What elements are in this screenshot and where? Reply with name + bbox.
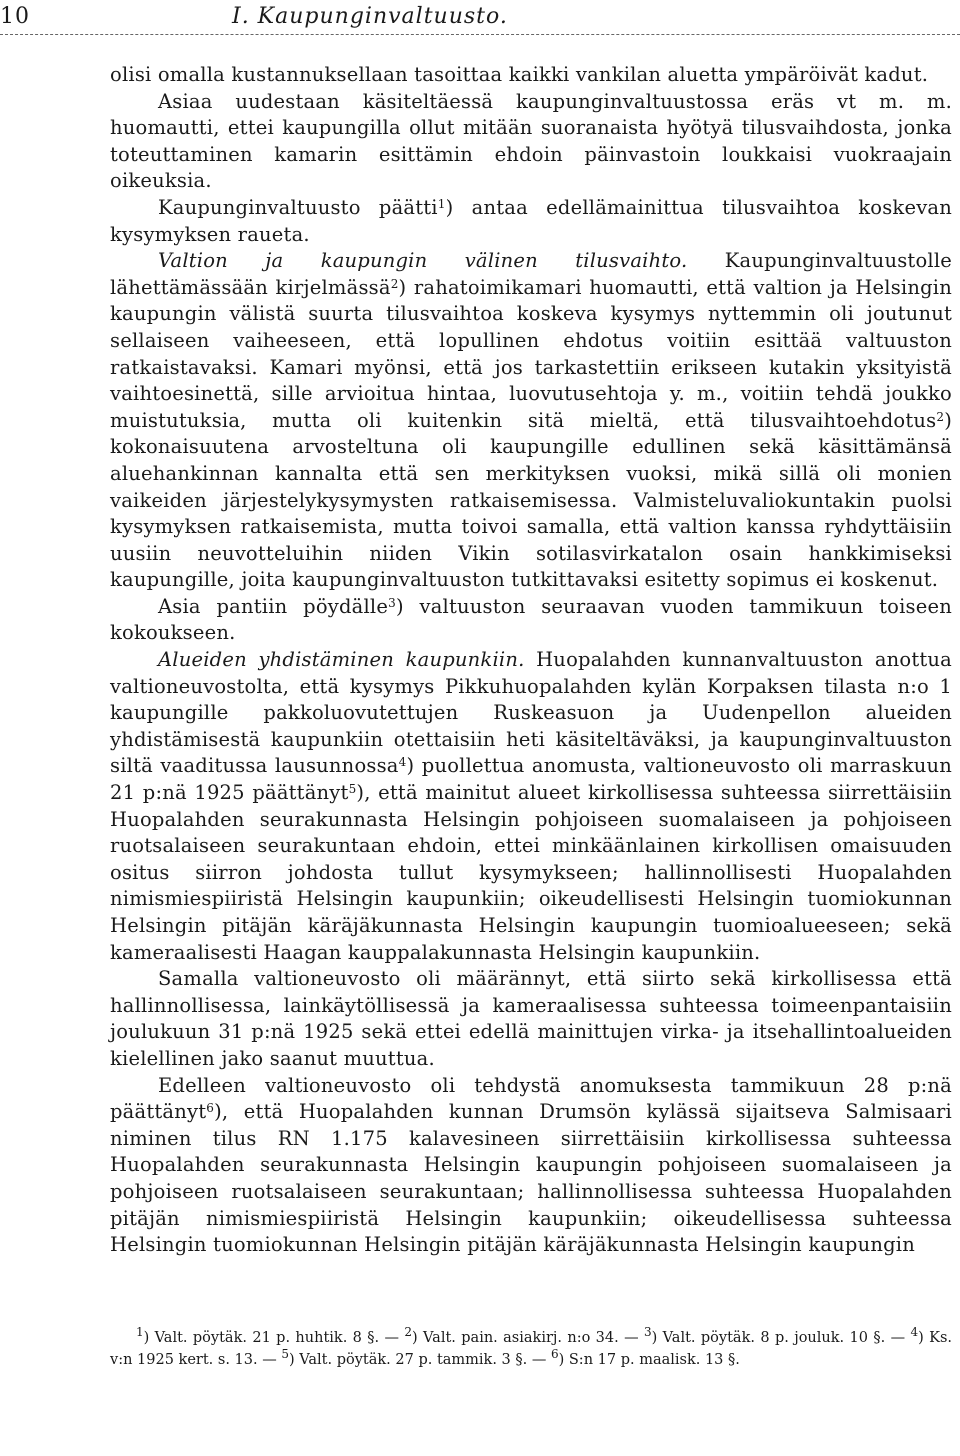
- footnote-mark: 2: [404, 1325, 413, 1339]
- footnote-ref: 5: [348, 782, 357, 797]
- footnote-ref: 6: [206, 1101, 215, 1116]
- footnotes: [110, 1327, 952, 1372]
- paragraph: Alueiden yhdistäminen kaupunkiin. Huopalahden kunnanvaltuuston anottua valtioneuvostolta, että kysymys Pikkuhuopalahden kylän Korpaksen tilasta n:o 1 kaupungille pakkoluovutettujen Ruskeasuon ja Uudenpellon alueiden yhdistämisestä kaupunkiin otettaisiin heti käsiteltäväksi, ja kaupunginvaltuuston siltä vaaditussa lausunnossa$^4$) puollettua anomusta, valtioneuvosto oli marraskuun 21 p:nä 1925 päättänyt$^5$), että mainitut alueet kirkollisessa suhteessa siirrettäisiin Huopalahden seurakunnasta Helsingin pohjoiseen suomalaiseen ja pohjoiseen ruotsalaiseen seurakuntaan ehdoin, ettei minkäänlainen kirkollisen omaisuuden ositus siirron johdosta tullut kysymykseen; hallinnollisesti Huopalahden nimismiespiiristä Helsingin kaupunkiin; oikeudellisesti Helsingin tuomiokunnan Helsingin pitäjän käräjäkunnasta Helsingin kaupungin tuomioalueeseen; sekä kameraalisesti Haagan kauppalakunnasta Helsingin kaupunkiin.: [110, 648, 952, 964]
- page-number: 10: [0, 4, 30, 29]
- footnote-mark: 1: [136, 1325, 144, 1339]
- footnote-block: $^1$) Valt. pöytäk. 21 p. huhtik. 8 §. — $^2$) Valt. pain. asiakirj. n:o 34. — $^3$) Valt. pöytäk. 8 p. jouluk. 10 §. — $^4$) Ks. v:n 1925 kert. s. 13. — $^5$) Valt. pöytäk. 27 p. tammik. 3 §. — $^6$) S:n 17 p. maalisk. 13 §.: [110, 1325, 952, 1369]
- footnote-mark: 5: [281, 1347, 289, 1362]
- page-header: [0, 0, 960, 40]
- section-heading: Alueiden yhdistäminen kaupunkiin.: [158, 648, 525, 672]
- paragraph: Asia pantiin pöydälle$^3$) valtuuston seuraavan vuoden tammikuun toiseen kokoukseen.: [110, 594, 952, 645]
- running-title: I. Kaupunginvaltuusto.: [232, 4, 508, 29]
- paragraph: Asiaa uudestaan käsiteltäessä kaupunginvaltuustossa eräs vt m. m. huomautti, ettei kaupungilla ollut mitään suoranaista hyötyä tilusvaihdosta, jonka toteuttaminen kamarin esittämin ehdoin päinvastoin loukkaisi vuokraajain oikeuksia.: [110, 89, 952, 193]
- paragraph: Samalla valtioneuvosto oli määrännyt, että siirto sekä kirkollisessa että hallinnollisessa, lainkäytöllisessä ja kameraalisessa suhteessa toimeenpantaisiin joulukuun 31 p:nä 1925 sekä ettei edellä mainittujen virka- ja itsehallintoalueiden kielellinen jako saanut muuttua.: [110, 967, 952, 1070]
- paragraph: Edelleen valtioneuvosto oli tehdystä anomuksesta tammikuun 28 p:nä päättänyt$^6$), että Huopalahden kunnan Drumsön kylässä sijaitseva Salmisaari niminen tilus RN 1.175 kalavesineen siirrettäisiin kirkollisessa suhteessa Huopalahden seurakunnasta Helsingin kaupungin pohjoiseen suomalaiseen ja pohjoiseen ruotsalaiseen seurakuntaan; hallinnollisessa suhteessa Huopalahden pitäjän nimismiespiiristä Helsingin kaupunkiin; oikeudellisessa suhteessa Helsingin tuomiokunnan Helsingin pitäjän käräjäkunnasta Helsingin kaupungin: [110, 1073, 952, 1257]
- paragraph: Valtion ja kaupungin välinen tilusvaihto. Kaupunginvaltuustolle lähettämässään kirjelmässä$^2$) rahatoimikamari huomautti, että valtion ja Helsingin kaupungin välistä suurta tilusvaihtoa koskeva kysymys nyttemmin oli joutunut sellaiseen vaiheeseen, että lopullinen ehdotus voitiin esittää valtuuston ratkaistavaksi. Kamari myönsi, että jos tarkastettiin erikseen kutakin yksityistä vaihtoesinettä, sille arvioitua hintaa, luovutusehtoja y. m., voitiin tehdä joukko muistutuksia, mutta oli kuitenkin sitä mieltä, että tilusvaihtoehdotus$^2$) kokonaisuutena arvosteltuna oli kaupungille edullinen sekä käsittämänsä aluehankinnan kannalta että sen merkityksen vuoksi, mikä sillä oli monien vaikeiden järjestelykysymysten ratkaisemisessa. Valmisteluvaliokuntakin puolsi kysymyksen ratkaisemista, mutta toivoi samalla, että valtion kanssa ryhdyttäisiin uusiin neuvotteluihin niiden Vikin sotilasvirkatalon osain hankkimiseksi kaupungille, joita kaupunginvaltuuston tutkittavaksi esitetty sopimus ei koskenut.: [110, 249, 952, 592]
- section-heading: Valtion ja kaupungin välinen tilusvaihto.: [158, 249, 688, 273]
- paragraph: olisi omalla kustannuksellaan tasoittaa kaikki vankilan aluetta ympäröivät kadut.: [110, 63, 929, 86]
- footnote-mark: 4: [910, 1325, 919, 1339]
- body-text: [110, 62, 952, 1259]
- footnote-ref: 1: [437, 196, 446, 211]
- footnote-ref: 4: [398, 755, 407, 770]
- header-divider: [0, 34, 960, 35]
- footnote-ref: 3: [388, 595, 396, 610]
- footnote-mark: 3: [644, 1325, 652, 1339]
- paragraph: Kaupunginvaltuusto päätti$^1$) antaa edellämainittua tilusvaihtoa koskevan kysymyksen raueta.: [110, 195, 952, 246]
- footnote-ref: 2: [936, 409, 945, 424]
- footnote-mark: 6: [550, 1347, 559, 1362]
- footnote-ref: 2: [390, 276, 399, 291]
